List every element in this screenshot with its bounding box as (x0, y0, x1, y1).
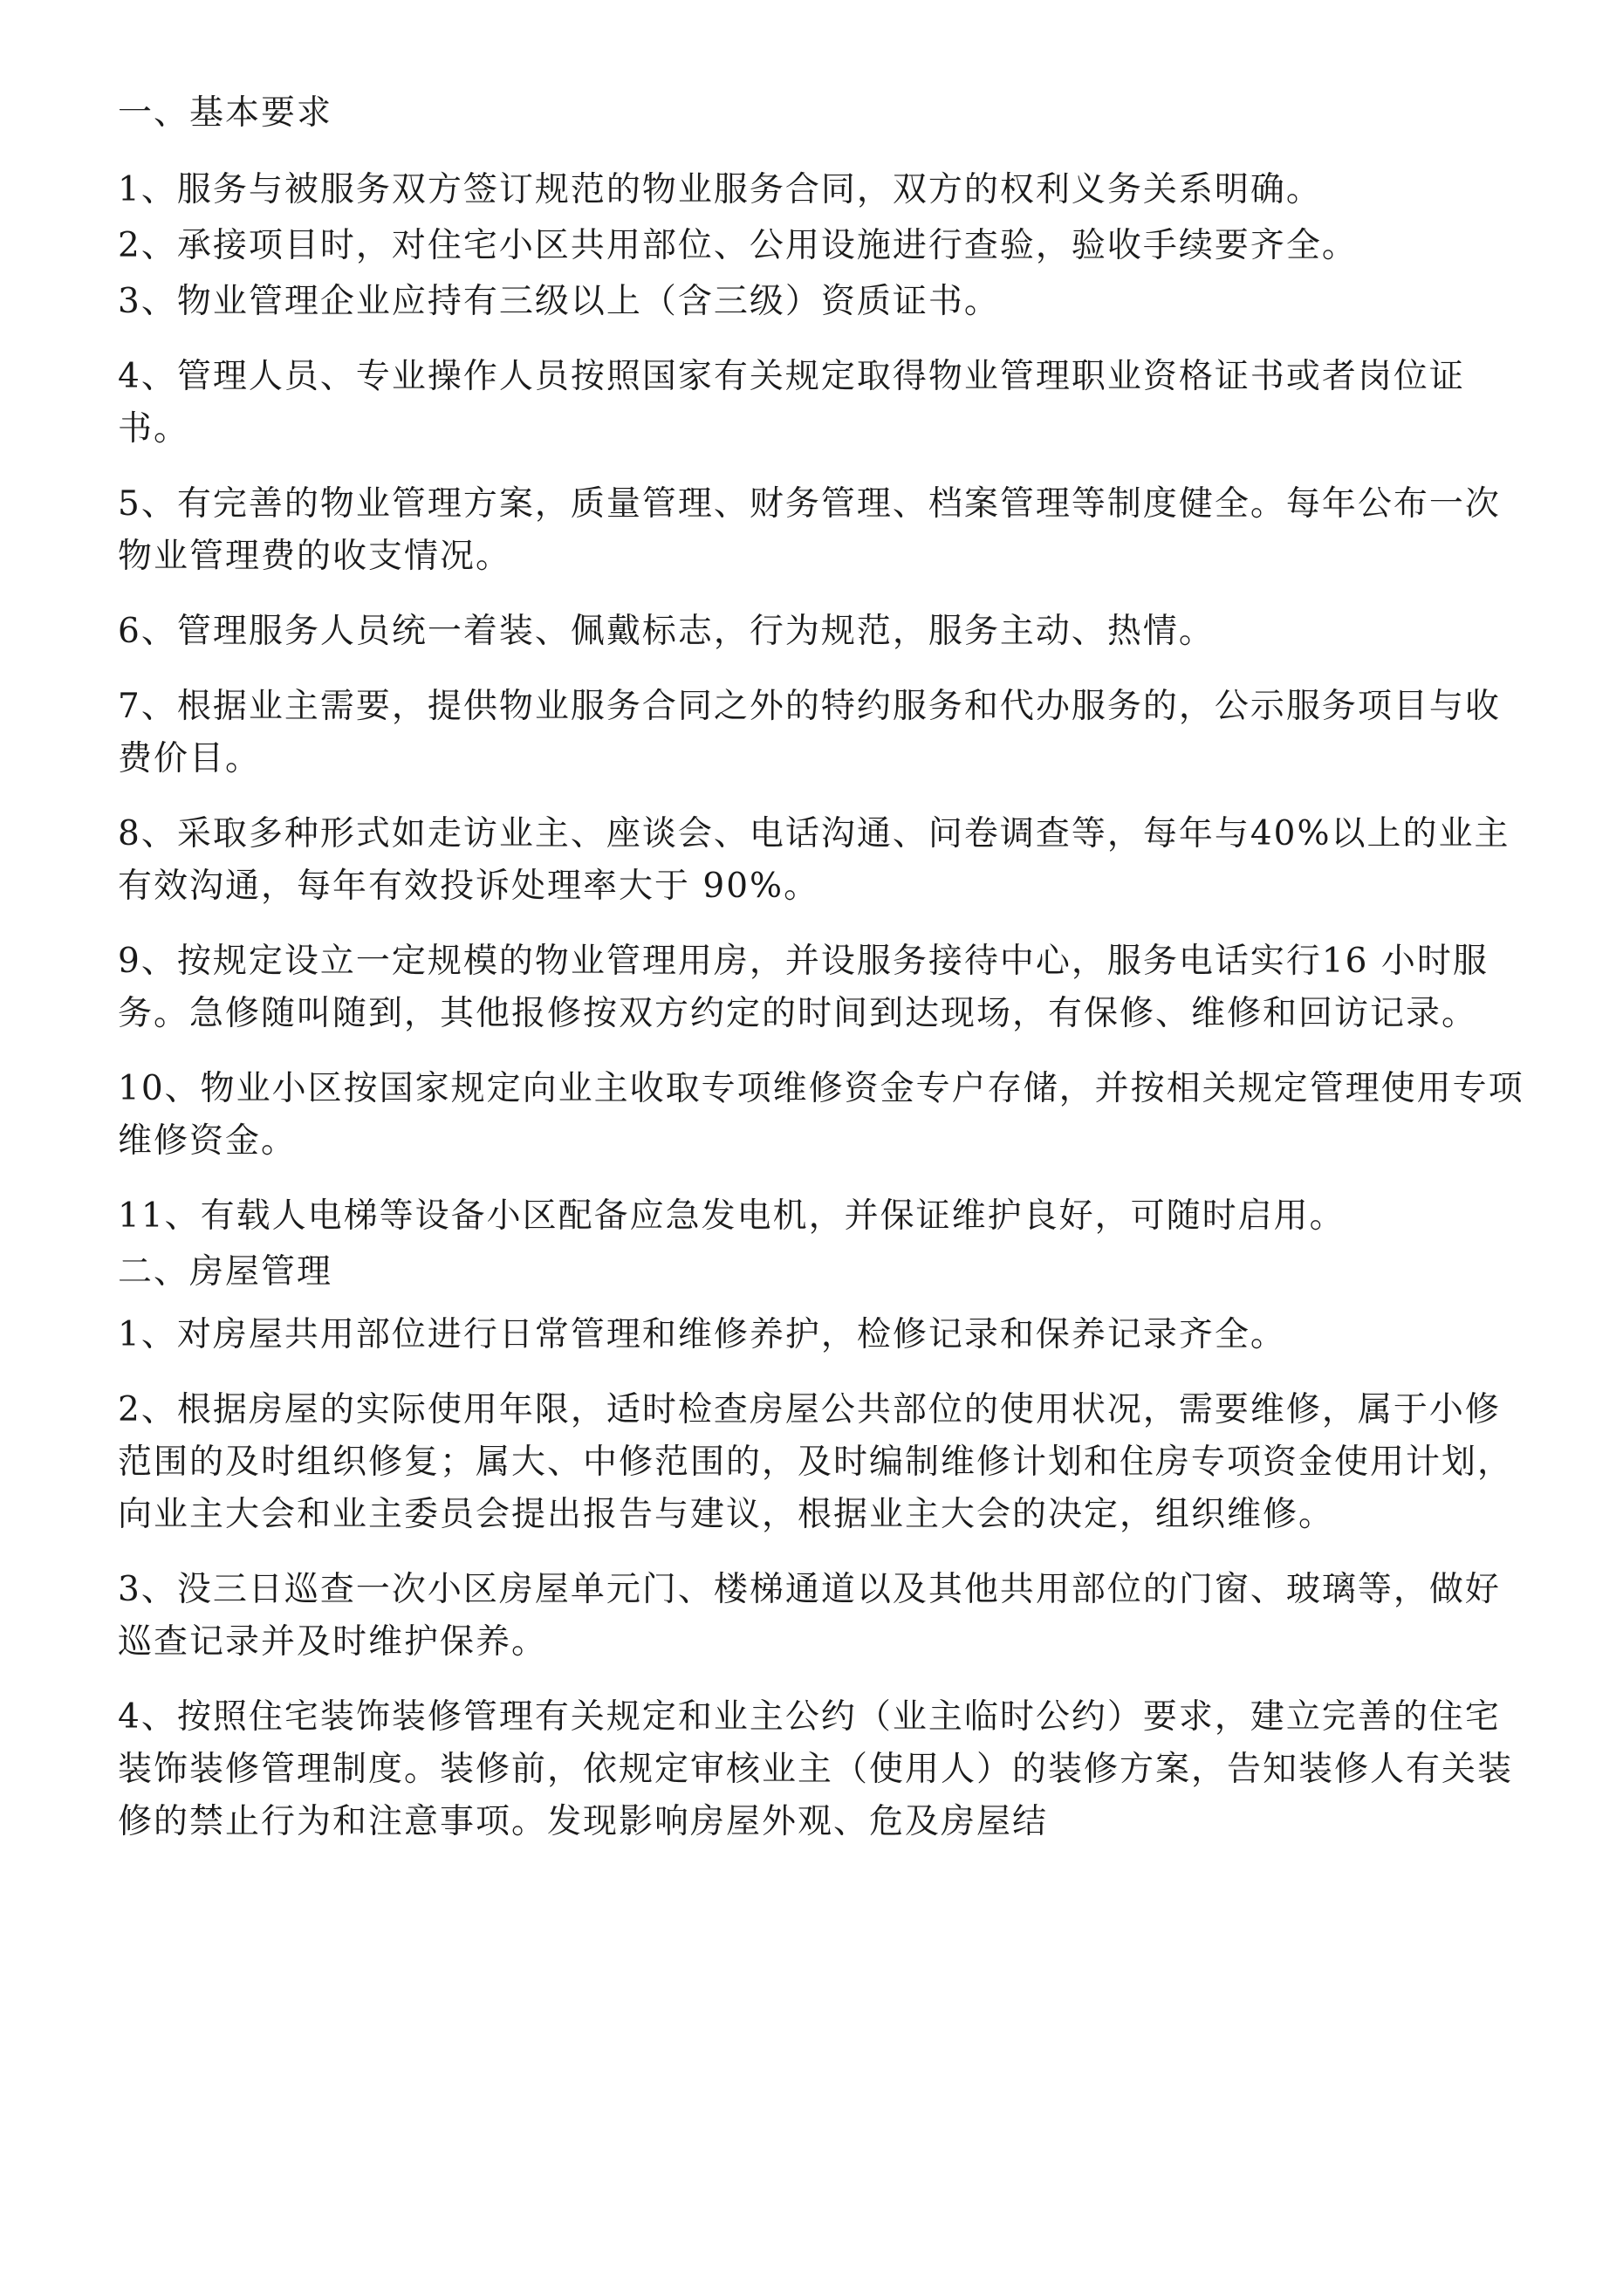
paragraph: 9、按规定设立一定规模的物业管理用房，并设服务接待中心，服务电话实行16 小时服务。急修随叫随到，其他报修按双方约定的时间到达现场，有保修、维修和回访记录。 (118, 942, 1489, 1033)
paragraph: 4、按照住宅装饰装修管理有关规定和业主公约（业主临时公约）要求，建立完善的住宅装饰装修管理制度。装修前，依规定审核业主（使用人）的装修方案，告知装修人有关装修的禁止行为和注意事项。发现影响房屋外观、危及房屋结 (118, 1697, 1514, 1841)
section-heading-basic-requirements: 一、基本要求 (118, 93, 333, 133)
paragraph: 3、没三日巡查一次小区房屋单元门、楼梯通道以及其他共用部位的门窗、玻璃等，做好巡查记录并及时维护保养。 (118, 1570, 1501, 1662)
paragraph: 10、物业小区按国家规定向业主收取专项维修资金专户存储，并按相关规定管理使用专项维修资金。 (118, 1069, 1524, 1161)
paragraph: 1、服务与被服务双方签订规范的物业服务合同，双方的权利义务关系明确。 (118, 170, 1322, 209)
paragraph: 6、管理服务人员统一着装、佩戴标志，行为规范，服务主动、热情。 (118, 612, 1215, 651)
document-body (118, 87, 1531, 1871)
paragraph: 5、有完善的物业管理方案，质量管理、财务管理、档案管理等制度健全。每年公布一次物业管理费的收支情况。 (118, 484, 1501, 576)
paragraph: 11、有载人电梯等设备小区配备应急发电机，并保证维护良好，可随时启用。 (118, 1196, 1346, 1236)
section-heading-housing-management: 二、房屋管理 (118, 1252, 333, 1292)
paragraph: 2、承接项目时，对住宅小区共用部位、公用设施进行查验，验收手续要齐全。 (118, 226, 1358, 265)
paragraph: 1、对房屋共用部位进行日常管理和维修养护，检修记录和保养记录齐全。 (118, 1315, 1286, 1354)
paragraph: 8、采取多种形式如走访业主、座谈会、电话沟通、问卷调查等，每年与40%以上的业主有效沟通，每年有效投诉处理率大于 90%。 (118, 814, 1510, 906)
paragraph: 4、管理人员、专业操作人员按照国家有关规定取得物业管理职业资格证书或者岗位证书。 (118, 357, 1465, 449)
paragraph: 3、物业管理企业应持有三级以上（含三级）资质证书。 (118, 282, 1000, 321)
paragraph: 2、根据房屋的实际使用年限，适时检查房屋公共部位的使用状况，需要维修，属于小修范围的及时组织修复；属大、中修范围的，及时编制维修计划和住房专项资金使用计划，向业主大会和业主委员会提出报告与建议，根据业主大会的决定，组织维修。 (118, 1390, 1514, 1534)
paragraph: 7、根据业主需要，提供物业服务合同之外的特约服务和代办服务的，公示服务项目与收费价目。 (118, 687, 1501, 778)
